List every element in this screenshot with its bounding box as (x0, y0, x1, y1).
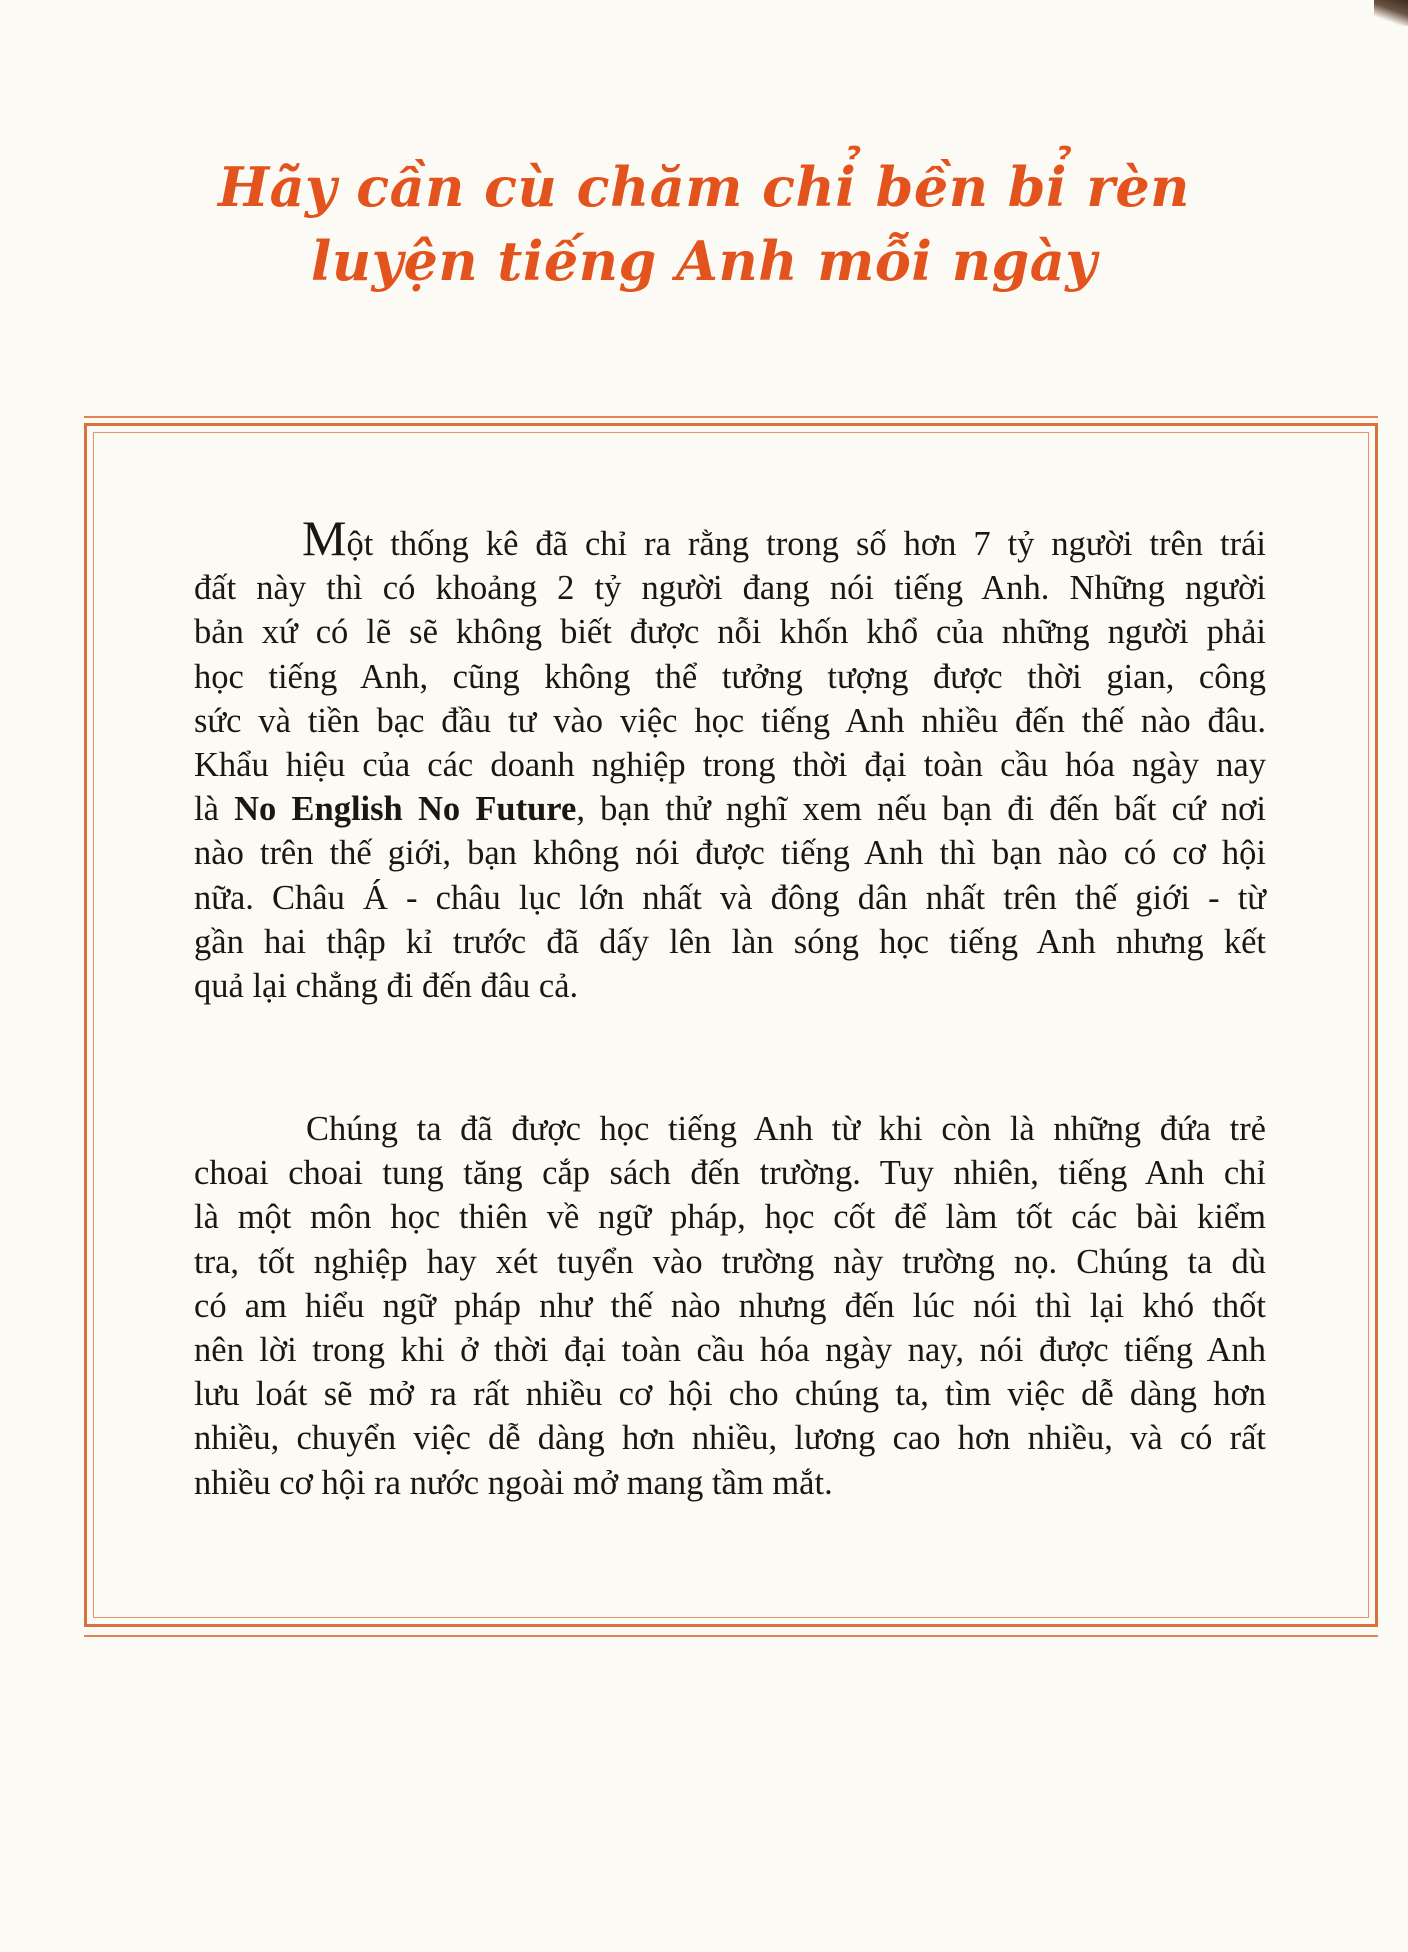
paragraph-line: tra, tốt nghiệp hay xét tuyển vào trường này trường nọ. Chúng ta dù (194, 1242, 1266, 1281)
paragraph-line: là một môn học thiên về ngữ pháp, học cốt để làm tốt các bài kiểm (194, 1198, 1266, 1237)
paragraph-line: sức và tiền bạc đầu tư vào việc học tiếng Anh nhiều đến thế nào đâu. (194, 701, 1266, 740)
paragraph-line (194, 787, 1266, 831)
paragraph-line: lưu loát sẽ mở ra rất nhiều cơ hội cho chúng ta, tìm việc dễ dàng hơn (194, 1375, 1266, 1414)
paragraph-line: có am hiểu ngữ pháp như thế nào nhưng đến lúc nói thì lại khó thốt (194, 1286, 1266, 1325)
line-text: ột thống kê đã chỉ ra rằng trong số hơn 7 tỷ người trên trái (346, 525, 1266, 563)
paragraph-line: gần hai thập kỉ trước đã dấy lên làn sóng học tiếng Anh nhưng kết (194, 922, 1266, 961)
paragraph-line: học tiếng Anh, cũng không thể tưởng tượng được thời gian, công (194, 657, 1266, 696)
paragraph-line: nữa. Châu Á - châu lục lớn nhất và đông dân nhất trên thế giới - từ (194, 878, 1266, 917)
line-text: là (194, 790, 235, 829)
paragraph-line: nhiều cơ hội ra nước ngoài mở mang tầm mắt. (194, 1463, 833, 1502)
page-edge-shadow (1374, 0, 1408, 26)
paragraph-line: quả lại chẳng đi đến đâu cả. (194, 967, 579, 1006)
paragraph-line: nhiều, chuyển việc dễ dàng hơn nhiều, lương cao hơn nhiều, và có rất (194, 1419, 1266, 1458)
paragraph-line: đất này thì có khoảng 2 tỷ người đang nói tiếng Anh. Những người (194, 569, 1266, 608)
paragraph-1 (194, 510, 1266, 1008)
paragraph-line: bản xứ có lẽ sẽ không biết được nỗi khốn khổ của những người phải (194, 613, 1266, 652)
drop-cap: M (302, 510, 347, 566)
paragraph-line: nên lời trong khi ở thời đại toàn cầu hóa ngày nay, nói được tiếng Anh (194, 1331, 1266, 1370)
paragraph-line: Khẩu hiệu của các doanh nghiệp trong thời đại toàn cầu hóa ngày nay (194, 746, 1266, 785)
paragraph-line: Chúng ta đã được học tiếng Anh từ khi còn là những đứa trẻ (306, 1110, 1266, 1148)
page-title (200, 150, 1208, 298)
paragraph-line (194, 510, 1266, 566)
title-line: luyện tiếng Anh mỗi ngày (310, 229, 1098, 293)
title-line: Hãy cần cù chăm chỉ bền bỉ rèn (218, 155, 1190, 219)
slogan-bold: No English No Future (234, 790, 577, 829)
paragraph-line: choai choai tung tăng cắp sách đến trường. Tuy nhiên, tiếng Anh chỉ (194, 1154, 1266, 1193)
paragraph-line: nào trên thế giới, bạn không nói được tiếng Anh thì bạn nào có cơ hội (194, 834, 1266, 873)
frame-bottom-rule (84, 1635, 1378, 1637)
line-text: , bạn thử nghĩ xem nếu bạn đi đến bất cứ nơi (576, 790, 1266, 829)
paragraph-2 (194, 1107, 1266, 1505)
